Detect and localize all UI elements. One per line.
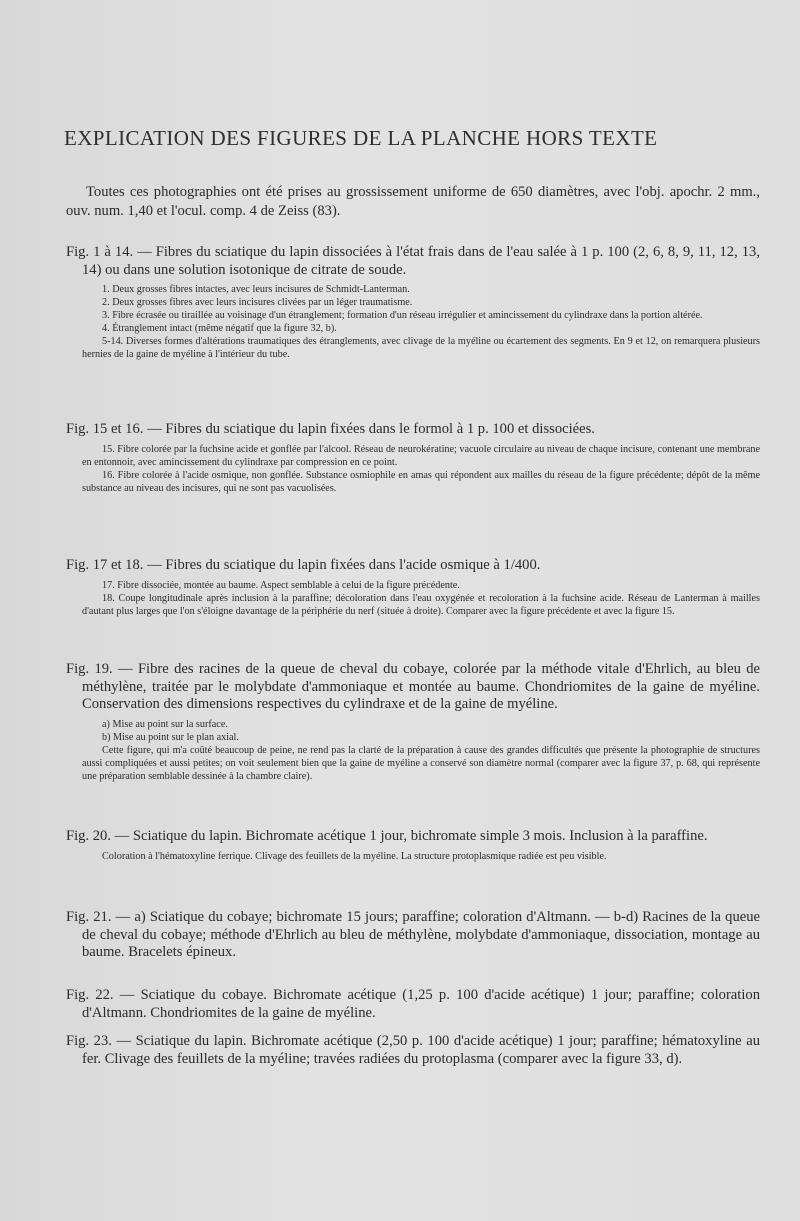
note: a) Mise au point sur la surface. [102, 718, 228, 730]
note: 3. Fibre écrasée ou tiraillée au voisinage d'un étranglement; formation d'un réseau irrégulier et amincissement du cylindraxe dans la portion altérée. [102, 310, 703, 321]
figure-entry-21 [66, 909, 760, 962]
figure-notes [66, 443, 760, 495]
page-title: EXPLICATION DES FIGURES DE LA PLANCHE HORS TEXTE [64, 126, 658, 150]
figure-notes [66, 283, 760, 361]
figure-caption: Fig. 20. — Sciatique du lapin. Bichromate acétique 1 jour, bichromate simple 3 mois. Inclusion à la paraffine. [66, 828, 708, 844]
figure-notes [66, 850, 760, 863]
note: 1. Deux grosses fibres intactes, avec leurs incisures de Schmidt-Lanterman. [102, 284, 410, 295]
figure-entry-20 [66, 828, 760, 863]
figure-caption: Fig. 15 et 16. — Fibres du sciatique du lapin fixées dans le formol à 1 p. 100 et dissociées. [66, 421, 595, 437]
figure-caption: Fig. 22. — Sciatique du cobaye. Bichromate acétique (1,25 p. 100 d'acide acétique) 1 jour; paraffine; coloration d'Altmann. Chondriomites de la gaine de myéline. [66, 987, 760, 1021]
note: 17. Fibre dissociée, montée au baume. Aspect semblable à celui de la figure précédente. [102, 579, 460, 591]
figure-entry-15-16 [66, 421, 760, 495]
figure-notes [66, 718, 760, 783]
note: 4. Étranglement intact (même négatif que la figure 32, b). [102, 323, 337, 334]
note: 16. Fibre colorée à l'acide osmique, non gonflée. Substance osmiophile en amas qui répondent aux mailles du réseau de la figure précédente; dépôt de la même substance au niveau des incisures, qui ne sont pas vacuolisées. [82, 469, 760, 494]
figure-entry-19 [66, 661, 760, 783]
figure-entry-23 [66, 1033, 760, 1068]
note: b) Mise au point sur le plan axial. [102, 731, 239, 743]
figure-notes [66, 579, 760, 618]
figure-caption: Fig. 21. — a) Sciatique du cobaye; bichromate 15 jours; paraffine; coloration d'Altmann. — b-d) Racines de la queue de cheval du cobaye; méthode d'Ehrlich au bleu de méthylène, molybdate d'ammoniaque, dissociation, montage au baume. Bracelets épineux. [66, 909, 760, 960]
figure-caption: Fig. 1 à 14. — Fibres du sciatique du lapin dissociées à l'état frais dans de l'eau salée à 1 p. 100 (2, 6, 8, 9, 11, 12, 13, 14) ou dans une solution isotonique de citrate de soude. [66, 244, 760, 278]
figure-caption: Fig. 17 et 18. — Fibres du sciatique du lapin fixées dans l'acide osmique à 1/400. [66, 557, 541, 573]
figure-entry-17-18 [66, 557, 760, 618]
note: Coloration à l'hématoxyline ferrique. Clivage des feuillets de la myéline. La structure protoplasmique radiée est peu visible. [102, 850, 607, 862]
figure-caption: Fig. 23. — Sciatique du lapin. Bichromate acétique (2,50 p. 100 d'acide acétique) 1 jour; paraffine; hématoxyline au fer. Clivage des feuillets de la myéline; travées radiées du protoplasma (comparer avec la figure 33, d). [66, 1033, 760, 1067]
note: 5-14. Diverses formes d'altérations traumatiques des étranglements, avec clivage de la myéline ou écartement des segments. En 9 et 12, on remarquera plusieurs hernies de la gaine de myéline à l'intérieur du tube. [82, 336, 760, 360]
intro-paragraph: Toutes ces photographies ont été prises au grossissement uniforme de 650 diamètres, avec l'obj. apochr. 2 mm., ouv. num. 1,40 et l'ocul. comp. 4 de Zeiss (83). [66, 184, 760, 219]
note: 2. Deux grosses fibres avec leurs incisures clivées par un léger traumatisme. [102, 297, 413, 308]
note: 18. Coupe longitudinale après inclusion à la paraffine; décoloration dans l'eau oxygénée et recoloration à la fuchsine acide. Réseau de Lanterman à mailles d'autant plus larges que l'on s'éloigne davantage de la périphérie du nerf (située à droite). Comparer avec la figure précédente et avec la figure 15. [82, 592, 760, 617]
note: 15. Fibre colorée par la fuchsine acide et gonflée par l'alcool. Réseau de neurokératine; vacuole circulaire au niveau de chaque incisure, contenant une membrane en entonnoir, avec amincissement du cylindraxe par compression en ce point. [82, 443, 760, 468]
figure-caption: Fig. 19. — Fibre des racines de la queue de cheval du cobaye, colorée par la méthode vitale d'Ehrlich, au bleu de méthylène, traitée par le molybdate d'ammoniaque et montée au baume. Chondriomites de la gaine de myéline. Conservation des dimensions respectives du cylindraxe et de la gaine de myéline. [66, 661, 760, 712]
note: Cette figure, qui m'a coûté beaucoup de peine, ne rend pas la clarté de la préparation à cause des grandes difficultés que présente la photographie de structures aussi compliquées et aussi petites; on voit seulement bien que la gaine de myéline a conservé son diamètre normal (comparer avec la figure 37, p. 68, qui représente une préparation semblable dessinée à la chambre claire). [82, 744, 760, 782]
figure-entry-22 [66, 987, 760, 1022]
figure-entry-1-14 [66, 244, 760, 361]
